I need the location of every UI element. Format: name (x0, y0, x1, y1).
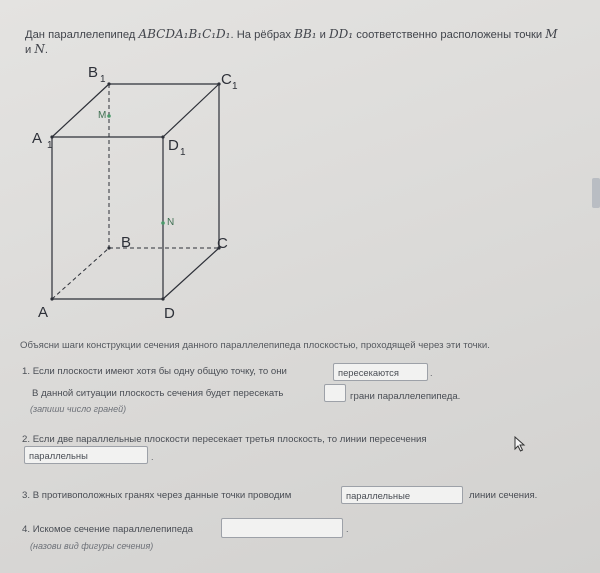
point-m (107, 114, 111, 118)
subscript-c1: 1 (232, 81, 238, 92)
label-point-m: M (98, 110, 107, 121)
label-vertex-b: B (121, 234, 132, 251)
step-4-period: . (346, 524, 349, 534)
step-1-period: . (430, 368, 433, 378)
problem-math-point-m: M (545, 27, 558, 41)
vertex-a (50, 297, 53, 300)
scrollbar-thumb[interactable] (592, 178, 600, 208)
vertex-b1 (107, 82, 110, 85)
label-vertex-a1: A (32, 130, 43, 147)
instructions-text: Объясни шаги конструкции сечения данного параллелепипеда плоскостью, проходящей через эти точки. (20, 340, 490, 351)
step-3-end-text: линии сечения. (469, 490, 538, 501)
step-1-second-line: В данной ситуации плоскость сечения будет пересекать (32, 388, 284, 399)
label-vertex-d: D (164, 305, 175, 322)
step-4-line (22, 524, 193, 535)
edge-ab-hidden (52, 248, 109, 299)
step-1-third-text: грани параллелепипеда. (350, 391, 461, 402)
parallelepiped-figure (18, 52, 258, 332)
step-3-text: В противоположных гранях через данные точки проводим (32, 490, 292, 501)
step-1-number: 1. (22, 366, 31, 377)
vertex-b (107, 246, 110, 249)
label-vertex-d1: D (168, 137, 179, 154)
problem-text-5: и (25, 44, 35, 56)
problem-math-point-n: N (34, 42, 45, 56)
problem-text-1: Дан параллелепипед (25, 29, 139, 41)
step-2-period: . (151, 452, 154, 462)
problem-math-edge-bb1: BB₁ (294, 27, 317, 41)
mouse-pointer-icon (514, 436, 526, 452)
label-vertex-b1: B (88, 64, 99, 81)
problem-text-6: . (44, 44, 48, 56)
problem-text-3: и (316, 29, 330, 41)
edge-c1d1 (163, 84, 219, 137)
subscript-d1: 1 (180, 147, 186, 158)
step-1-hint: (запиши число граней) (30, 404, 127, 414)
point-n (161, 221, 165, 225)
step-4-number: 4. (22, 524, 31, 535)
subscript-a1: 1 (47, 140, 53, 151)
edge-cd (163, 248, 219, 299)
subscript-b1: 1 (100, 74, 106, 85)
label-vertex-a: A (38, 304, 49, 321)
step-4-answer-field[interactable] (221, 518, 343, 538)
step-1-answer-field[interactable]: пересекаются (333, 363, 428, 381)
vertex-a1 (50, 135, 53, 138)
step-2-text: Если две параллельные плоскости пересекает третья плоскость, то линии пересечения (32, 434, 427, 445)
problem-math-edge-dd1: DD₁ (329, 27, 354, 41)
step-2-line (22, 434, 427, 445)
problem-text-4: соответственно расположены точки (353, 29, 546, 41)
step-3-number: 3. (22, 490, 31, 501)
step-2-number: 2. (22, 434, 31, 445)
step-1-text: Если плоскости имеют хотя бы одну общую точку, то они (32, 366, 287, 377)
label-point-n: N (167, 217, 175, 228)
problem-text-2: . На рёбрах (230, 29, 295, 41)
step-4-hint: (назови вид фигуры сечения) (30, 541, 154, 551)
step-1-faces-count-field[interactable] (324, 384, 346, 402)
step-3-line (22, 490, 291, 501)
step-2-answer-field[interactable]: параллельны (24, 446, 148, 464)
step-1-line (22, 366, 287, 377)
vertex-d (161, 297, 164, 300)
problem-math-figure: ABCDA₁B₁C₁D₁ (138, 27, 231, 41)
step-4-text: Искомое сечение параллелепипеда (32, 524, 193, 535)
label-vertex-c1: C (221, 71, 232, 88)
vertex-d1 (161, 135, 164, 138)
step-3-answer-field[interactable]: параллельные (341, 486, 463, 504)
label-vertex-c: C (217, 235, 228, 252)
